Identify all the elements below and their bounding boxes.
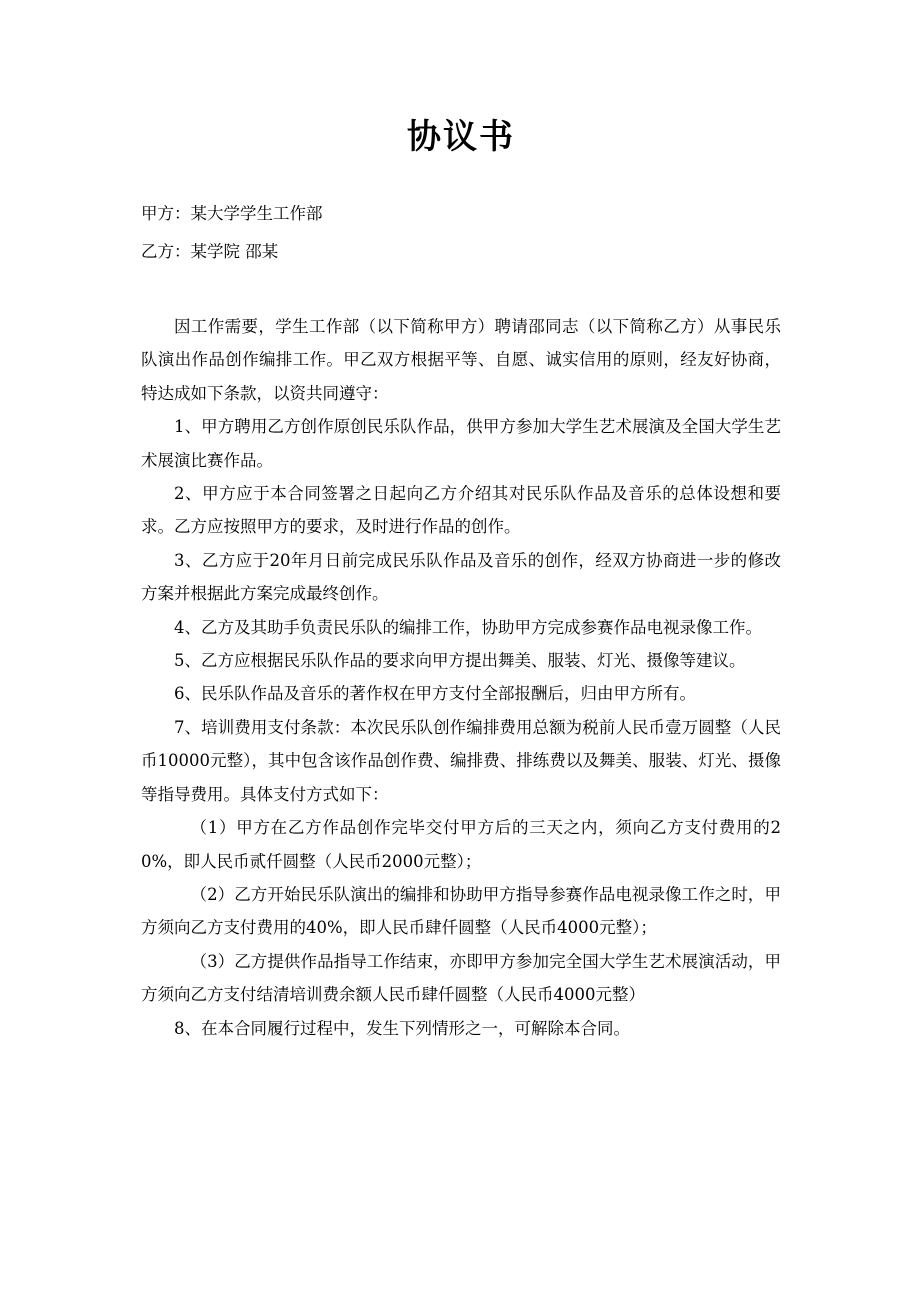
- clause-7-item-2: （2）乙方开始民乐队演出的编排和协助甲方指导参赛作品电视录像工作之时，甲方须向乙方支付费用的40%，即人民币肆仟圆整（人民币4000元整）；: [141, 884, 781, 938]
- agreement-body: [141, 310, 781, 1045]
- document-title: 协议书: [407, 117, 515, 157]
- clause-2: 2、甲方应于本合同签署之日起向乙方介绍其对民乐队作品及音乐的总体设想和要求。乙方应按照甲方的要求，及时进行作品的创作。: [141, 484, 781, 537]
- clause-3: 3、乙方应于20年月日前完成民乐队作品及音乐的创作，经双方协商进一步的修改方案并根据此方案完成最终创作。: [141, 550, 781, 604]
- clause-7: 7、培训费用支付条款：本次民乐队创作编排费用总额为税前人民币壹万圆整（人民币10000元整），其中包含该作品创作费、编排费、排练费以及舞美、服装、灯光、摄像等指导费用。具体支付方式如下：: [141, 717, 781, 804]
- clause-1: 1、甲方聘用乙方创作原创民乐队作品，供甲方参加大学生艺术展演及全国大学生艺术展演比赛作品。: [141, 417, 781, 470]
- clause-7-item-3: （3）乙方提供作品指导工作结束，亦即甲方参加完全国大学生艺术展演活动，甲方须向乙方支付结清培训费余额人民币肆仟圆整（人民币4000元整）: [141, 951, 781, 1005]
- clause-4: 4、乙方及其助手负责民乐队的编排工作，协助甲方完成参赛作品电视录像工作。: [174, 617, 762, 637]
- clause-8: 8、在本合同履行过程中，发生下列情形之一，可解除本合同。: [174, 1018, 630, 1038]
- clause-6: 6、民乐队作品及音乐的著作权在甲方支付全部报酬后，归由甲方所有。: [174, 684, 696, 704]
- clause-5: 5、乙方应根据民乐队作品的要求向甲方提出舞美、服装、灯光、摄像等建议。: [174, 651, 746, 671]
- clause-7-item-1: （1）甲方在乙方作品创作完毕交付甲方后的三天之内，须向乙方支付费用的20%，即人民币贰仟圆整（人民币2000元整）；: [141, 818, 781, 871]
- party-b: 乙方：某学院 邵某: [141, 242, 279, 261]
- party-a: 甲方：某大学学生工作部: [141, 204, 323, 223]
- intro-paragraph: 因工作需要，学生工作部（以下简称甲方）聘请邵同志（以下简称乙方）从事民乐队演出作品创作编排工作。甲乙双方根据平等、自愿、诚实信用的原则，经友好协商，特达成如下条款，以资共同遵守：: [141, 317, 781, 403]
